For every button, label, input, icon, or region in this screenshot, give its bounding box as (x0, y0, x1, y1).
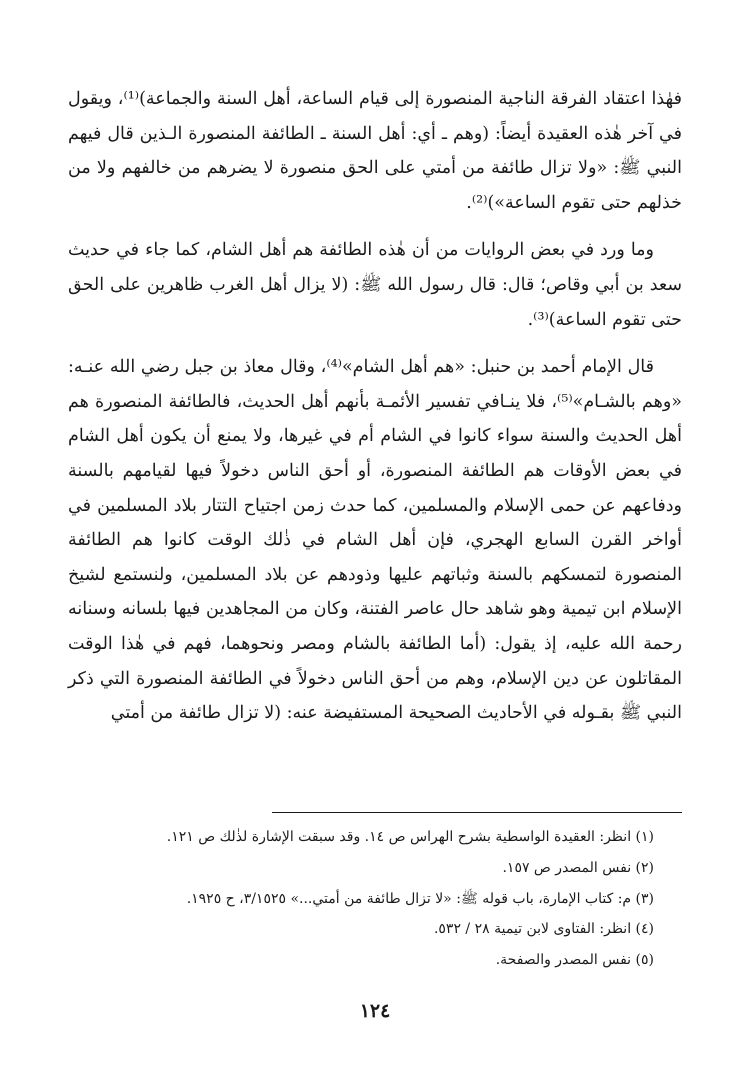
page-number: ١٢٤ (359, 1000, 391, 1022)
footnotes (68, 822, 654, 976)
paragraph-3: قال الإمام أحمد بن حنبل: «هم أهل الشام»⁽⁴⁾، وقال معاذ بن جبل رضي الله عنـه: «وهم بالشـام»⁽⁵⁾، فلا ينـافي تفسير الأئمـة بأنهم أهل الحديث، فالطائفة المنصورة هم أهل الحديث والسنة سواء كانوا في الشام أم في غيرها، ولا يمنع أن يكون أهل الشام في بعض الأوقات هم الطائفة المنصورة، أو أحق الناس دخولاً فيها لقيامهم بالسنة ودفاعهم عن حمى الإسلام والمسلمين، كما حدث زمن اجتياح التتار بلاد المسلمين في أواخر القرن السابع الهجري، فإن أهل الشام في ذٰلك الوقت كانوا هم الطائفة المنصورة لتمسكهم بالسنة وثباتهم عليها وذودهم عن بلاد المسلمين، ولنستمع لشيخ الإسلام ابن تيمية وهو شاهد حال عاصر الفتنة، وكان من المجاهدين فيها بلسانه وسنانه رحمة الله عليه، إذ يقول: (أما الطائفة بالشام ومصر ونحوهما، فهم في هٰذا الوقت المقاتلون عن دين الإسلام، وهم من أحق الناس دخولاً في الطائفة المنصورة التي ذكر النبي ﷺ بقـوله في الأحاديث الصحيحة المستفيضة عنه: (لا تزال طائفة من أمتي (68, 357, 682, 724)
main-text (68, 82, 682, 731)
footnote-3: (٣) م: كتاب الإمارة، باب قوله ﷺ: «لا تزال طائفة من أمتي...» ٣/١٥٢٥، ح ١٩٢٥. (186, 890, 654, 907)
footnote-5: (٥) نفس المصدر والصفحة. (495, 952, 654, 969)
paragraph-1: فهٰذا اعتقاد الفرقة الناجية المنصورة إلى قيام الساعة، أهل السنة والجماعة)⁽¹⁾، ويقول في آخر هٰذه العقيدة أيضاً: (وهم ـ أي: أهل السنة ـ الطائفة المنصورة الـذين قال فيهم النبي ﷺ: «ولا تزال طائفة من أمتي على الحق منصورة لا يضرهم من خالفهم ولا من خذلهم حتى تقوم الساعة»)⁽²⁾. (68, 89, 682, 213)
footnote-1: (١) انظر: العقيدة الواسطية بشرح الهراس ص ١٤. وقد سبقت الإشارة لذٰلك ص ١٢١. (166, 829, 654, 845)
footnote-2: (٢) نفس المصدر ص ١٥٧. (502, 859, 654, 876)
footnote-separator (272, 812, 682, 813)
footnote-4: (٤) انظر: الفتاوى لابن تيمية ٢٨ / ٥٣٢. (433, 921, 654, 938)
paragraph-2: وما ورد في بعض الروايات من أن هٰذه الطائفة هم أهل الشام، كما جاء في حديث سعد بن أبي وقاص؛ قال: قال رسول الله ﷺ: (لا يزال أهل الغرب ظاهرين على الحق حتى تقوم الساعة)⁽³⁾. (68, 240, 682, 330)
